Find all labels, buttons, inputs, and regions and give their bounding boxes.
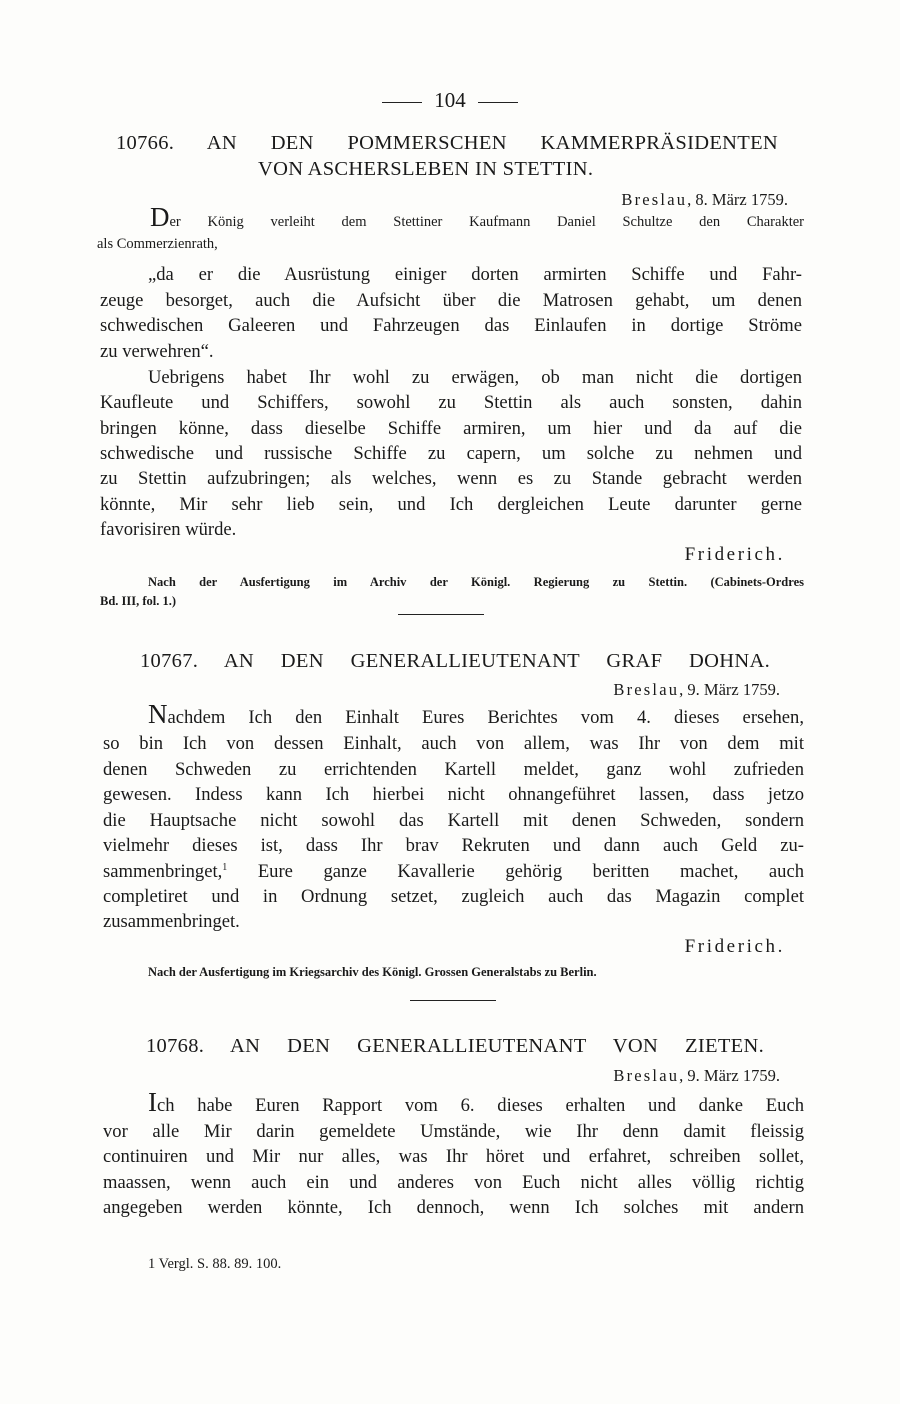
letter-10766-body-line: Kaufleute und Schiffers, sowohl zu Stettin als auch sonsten, dahin	[100, 392, 802, 413]
letter-10767-body-line: completiret und in Ordnung setzet, zugleich auch das Magazin complet	[103, 886, 804, 907]
letter-10767-body-line: vielmehr dieses ist, dass Ihr brav Rekruten und dann auch Geld zu-	[103, 835, 804, 856]
letter-10766-body-line: zu Stettin aufzubringen; als welches, wenn es zu Stande gebracht werden	[100, 468, 802, 489]
letter-10768-body-line: maassen, wenn auch ein und anderes von Euch nicht alles völlig richtig	[103, 1172, 804, 1193]
letter-10766-place: Breslau	[621, 190, 688, 209]
letter-10767-title: 10767. AN DEN GENERALLIEUTENANT GRAF DOHNA.	[140, 650, 770, 672]
letter-10767-body-line: die Hauptsache nicht sowohl das Kartell mit denen Schweden, sondern	[103, 810, 804, 831]
header-dash-right	[478, 102, 518, 103]
letter-10766-body-line: schwedische und russische Schiffe zu capern, um solche zu nehmen und	[100, 443, 802, 464]
letter-10767-source: Nach der Ausfertigung im Kriegsarchiv des Königl. Grossen Generalstabs zu Berlin.	[148, 965, 597, 979]
header-dash-left	[382, 102, 422, 103]
letter-10767-signature: Friderich.	[684, 936, 785, 957]
letter-10767-body-line: gewesen. Indess kann Ich hierbei nicht ohnangeführet lassen, dass jetzo	[103, 784, 804, 805]
letter-10767-body-line: denen Schweden zu errichtenden Kartell meldet, ganz wohl zufrieden	[103, 759, 804, 780]
letter-10766-source-line2: Bd. III, fol. 1.)	[100, 594, 177, 608]
letter-10766-title-line1: 10766. AN DEN POMMERSCHEN KAMMERPRÄSIDENTEN	[116, 132, 778, 154]
letter-10768-body-line1	[148, 1087, 804, 1117]
body-text: Eure ganze Kavallerie gehörig beritten machet, auch	[227, 861, 804, 882]
body-text: achdem Ich den Einhalt Eures Berichtes vom 4. dieses ersehen,	[167, 707, 804, 728]
letter-10766-body-line: könnte, Mir sehr lieb sein, und Ich dergleichen Leute darunter gerne	[100, 494, 802, 515]
section-divider	[398, 614, 484, 615]
page-number: 104	[434, 88, 466, 112]
letter-10766-intro-line2: als Commerzienrath,	[97, 236, 218, 252]
footnote-marker: 1	[148, 1256, 156, 1272]
letter-10766-body-line: bringen könne, dass dieselbe Schiffe armiren, um hier und da auf die	[100, 418, 802, 439]
letter-10768-title: 10768. AN DEN GENERALLIEUTENANT VON ZIETEN.	[146, 1035, 764, 1057]
letter-10766-title-line2: VON ASCHERSLEBEN IN STETTIN.	[258, 158, 594, 180]
letter-10766-date: , 8. März 1759.	[687, 190, 788, 209]
letter-10767-place: Breslau	[613, 680, 680, 699]
body-text: sammenbringet,	[103, 861, 223, 882]
footnote	[148, 1256, 281, 1273]
letter-10767-date: , 9. März 1759.	[679, 680, 780, 699]
letter-10766-dateline	[621, 190, 788, 210]
letter-10766-source-line1: Nach der Ausfertigung im Archiv der Königl. Regierung zu Stettin. (Cabinets-Ordres	[148, 575, 804, 589]
dropcap: D	[150, 202, 170, 232]
letter-10767-body-line: zusammenbringet.	[103, 911, 240, 932]
letter-10766-signature: Friderich.	[684, 544, 785, 565]
dropcap: I	[148, 1087, 157, 1117]
footnote-text: Vergl. S. 88. 89. 100.	[155, 1256, 282, 1272]
letter-10768-place: Breslau	[613, 1066, 680, 1085]
intro-text: er König verleiht dem Stettiner Kaufmann Daniel Schultze den Charakter	[169, 214, 804, 230]
letter-10766-body-line: Uebrigens habet Ihr wohl zu erwägen, ob man nicht die dortigen	[148, 367, 802, 388]
letter-10767-body-line: so bin Ich von dessen Einhalt, auch von allem, was Ihr von dem mit	[103, 733, 804, 754]
letter-10766-body-line: favorisiren würde.	[100, 519, 237, 540]
page-header	[0, 88, 900, 113]
letter-10767-body-line1	[148, 699, 804, 729]
letter-10768-body-line: angegeben werden könnte, Ich dennoch, wenn Ich solches mit andern	[103, 1197, 804, 1218]
letter-10767-dateline	[613, 680, 780, 700]
letter-10768-dateline	[613, 1066, 780, 1086]
letter-10766-intro-line1	[150, 202, 804, 232]
dropcap: N	[148, 699, 168, 729]
body-text: ch habe Euren Rapport vom 6. dieses erhalten und danke Euch	[157, 1095, 804, 1116]
letter-10768-body-line: vor alle Mir darin gemeldete Umstände, wie Ihr denn damit fleissig	[103, 1121, 804, 1142]
letter-10766-quote-line: schwedischen Galeeren und Fahrzeugen das Einlaufen in dortige Ströme	[100, 315, 802, 336]
footnote-marker: 1	[222, 862, 228, 873]
letter-10768-body-line: continuiren und Mir nur alles, was Ihr höret und erfahret, schreiben sollet,	[103, 1146, 804, 1167]
letter-10766-quote-line: „da er die Ausrüstung einiger dorten armirten Schiffe und Fahr-	[148, 264, 802, 285]
letter-10768-date: , 9. März 1759.	[679, 1066, 780, 1085]
letter-10766-quote-line: zu verwehren“.	[100, 341, 214, 362]
letter-10767-body-line7	[103, 861, 804, 883]
section-divider	[410, 1000, 496, 1001]
letter-10766-quote-line: zeuge besorget, auch die Aufsicht über die Matrosen gehabt, um denen	[100, 290, 802, 311]
